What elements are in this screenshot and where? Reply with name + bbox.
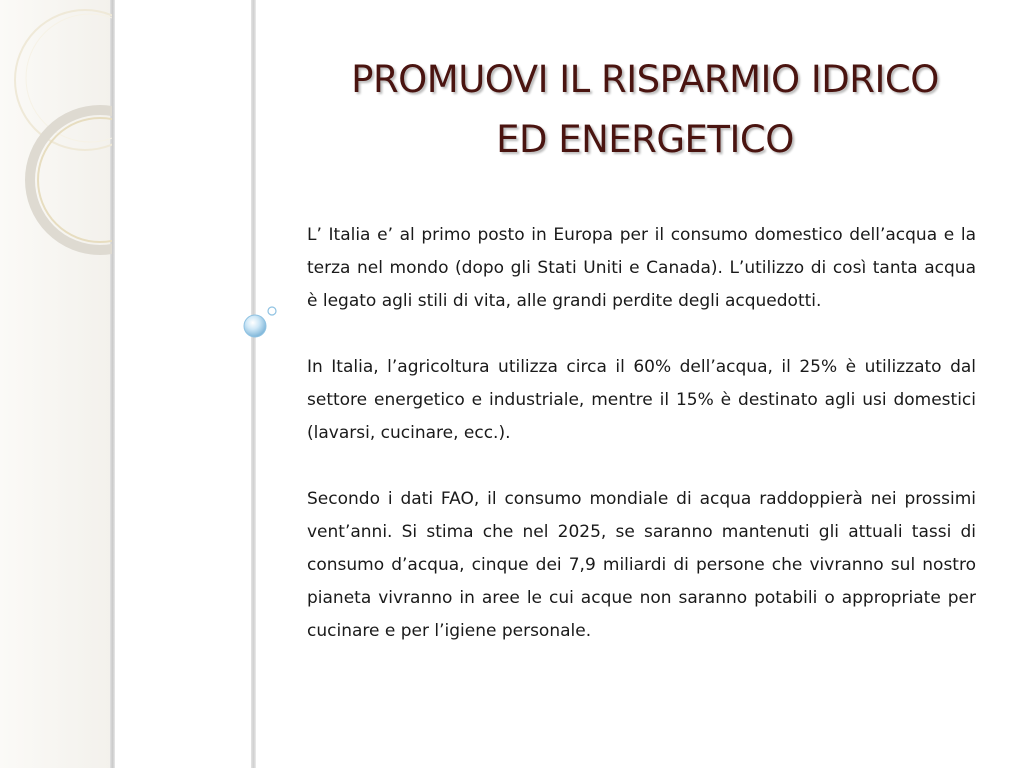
- paragraph-consumo-domestico: L’ Italia e’ al primo posto in Europa per il consumo domestico dell’acqua e la terza nel mondo (dopo gli Stati Uniti e Canada). L’utilizzo di così tanta acqua è legato agli stili di vita, alle grandi perdite degli acquedotti.: [307, 225, 976, 311]
- decor-ring-top-inner: [26, 14, 154, 142]
- decor-circles-graphic: [0, 0, 300, 768]
- slide-title-line-1: PROMUOVI IL RISPARMIO IDRICO: [351, 58, 939, 101]
- decor-ring-middle-gold: [38, 118, 162, 242]
- paragraph-dati-fao: Secondo i dati FAO, il consumo mondiale di acqua raddoppierà nei prossimi vent’anni. Si stima che nel 2025, se saranno mantenuti gli attuali tassi di consumo d’acqua, cinque dei 7,9 miliardi di persone che vivranno sul nostro pianeta vivranno in aree le cui acque non saranno potabili o appropriate per cucinare e per l’igiene personale.: [307, 489, 976, 641]
- slide-title-line-2: ED ENERGETICO: [496, 118, 794, 161]
- bubble-large: [244, 315, 266, 337]
- bubble-small: [268, 307, 276, 315]
- slide-title: [300, 50, 990, 170]
- slide-body: [307, 219, 976, 681]
- paragraph-agricoltura: In Italia, l’agricoltura utilizza circa il 60% dell’acqua, il 25% è utilizzato dal settore energetico e industriale, mentre il 15% è destinato agli usi domestici (lavarsi, cucinare, ecc.).: [307, 357, 976, 443]
- decor-ring-top: [15, 10, 155, 150]
- decor-ring-middle: [30, 110, 170, 250]
